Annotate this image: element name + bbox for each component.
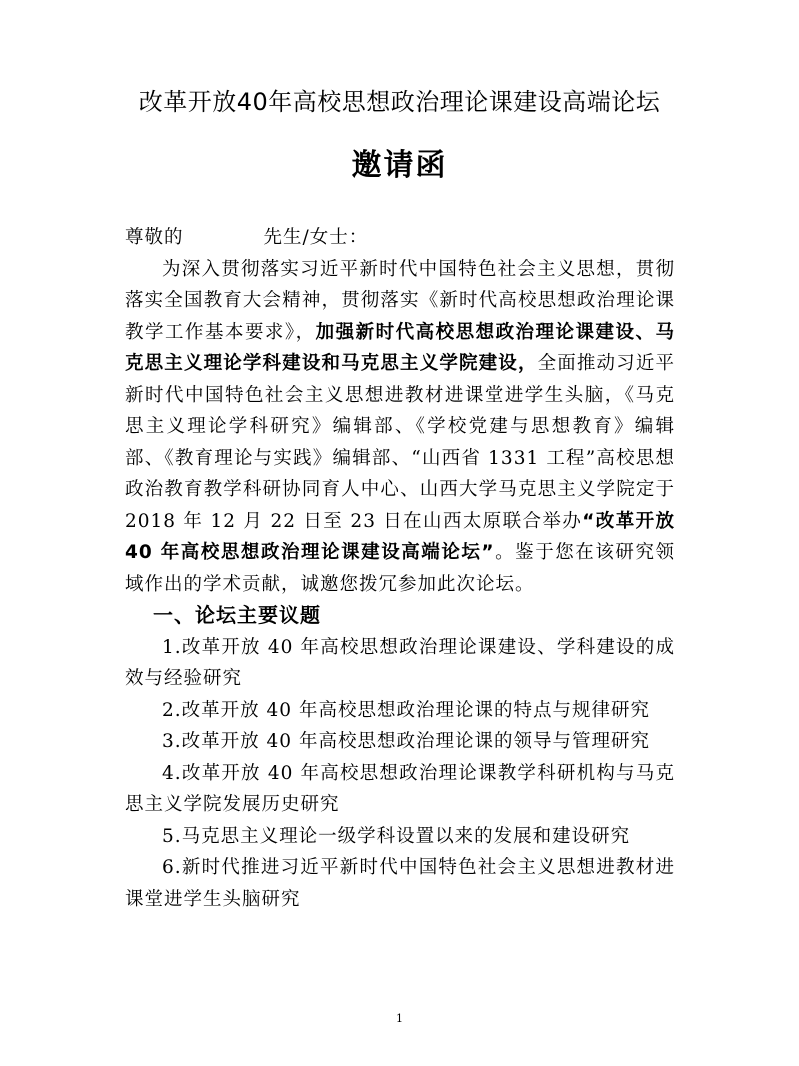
intro-part3: 全面推动习近平新时代中国特色社会主义思想进教材进课堂进学生头脑，《马克思主义理论学科研究》编辑部、《学校党建与思想教育》编辑部、《教育理论与实践》编辑部、“山西省 1331 工程”高校思想政治教育教学科研协同育人中心、山西大学马克思主义学院定于 2018 年 12 月 22 日至 23 日在山西太原联合举办	[125, 353, 675, 532]
document-body	[125, 222, 675, 915]
intro-part2-bold: 加强新时代高校思想政治理论课建设、马克思主义理论学科建设和马克思主义学院建设，	[125, 321, 675, 374]
topic-item: 3.改革开放 40 年高校思想政治理论课的领导与管理研究	[162, 731, 650, 752]
page-subtitle: 邀请函	[351, 148, 448, 183]
intro-part4-bold: “改革开放 40 年高校思想政治理论课建设高端论坛”	[125, 510, 675, 563]
section-heading: 一、论坛主要议题	[153, 603, 321, 627]
topic-item: 1.改革开放 40 年高校思想政治理论课建设、学科建设的成效与经验研究	[125, 636, 675, 689]
topic-item: 5.马克思主义理论一级学科设置以来的发展和建设研究	[162, 825, 631, 847]
salutation-suffix: 先生/女士：	[263, 227, 369, 248]
intro-part1: 为深入贯彻落实习近平新时代中国特色社会主义思想，贯彻落实全国教育大会精神，贯彻落实《新时代高校思想政治理论课教学工作基本要求》，	[125, 258, 675, 343]
salutation	[125, 222, 675, 254]
salutation-prefix: 尊敬的	[125, 227, 184, 248]
intro-paragraph	[125, 254, 675, 601]
page-title: 改革开放40年高校思想政治理论课建设高端论坛	[138, 88, 661, 116]
intro-part5: 。鉴于您在该研究领域作出的学术贡献，诚邀您拨冗参加此次论坛。	[125, 542, 675, 595]
topic-item: 2.改革开放 40 年高校思想政治理论课的特点与规律研究	[162, 699, 650, 721]
topic-item: 4.改革开放 40 年高校思想政治理论课教学科研机构与马克思主义学院发展历史研究	[125, 762, 675, 815]
page-number: 1	[396, 1012, 403, 1025]
topic-item: 6.新时代推进习近平新时代中国特色社会主义思想进教材进课堂进学生头脑研究	[125, 857, 675, 910]
